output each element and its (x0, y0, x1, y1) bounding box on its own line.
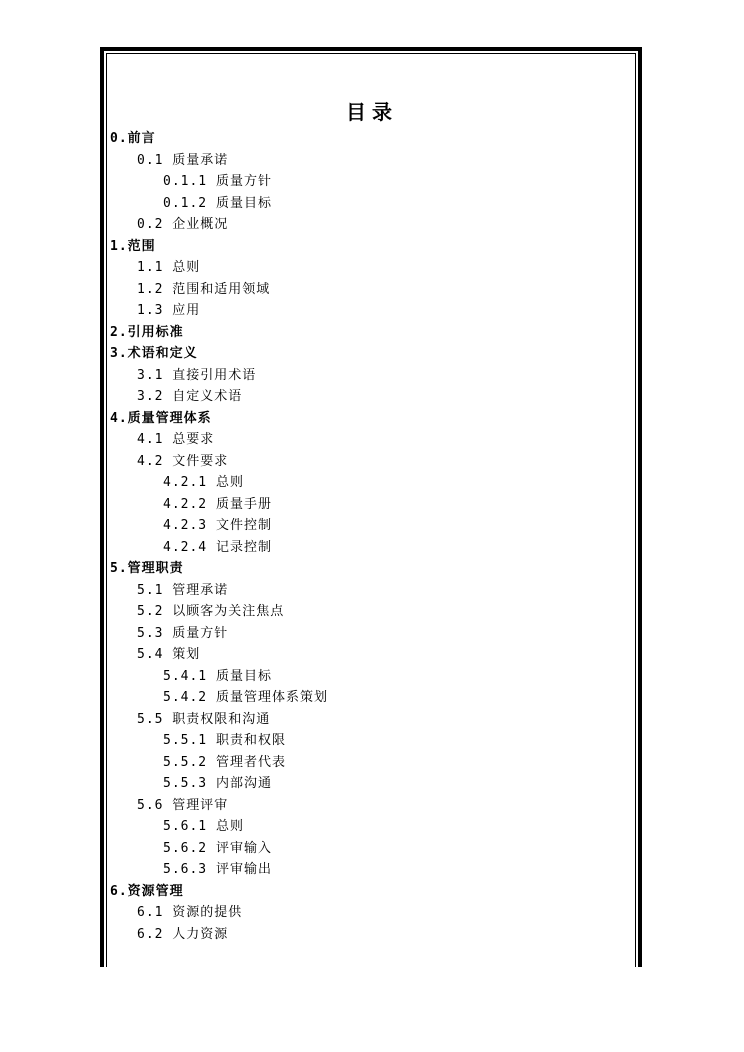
toc-chapter: 0.前言 (110, 131, 156, 146)
toc-section: 5.3 质量方针 (137, 625, 229, 641)
toc-subsection: 5.5.3 内部沟通 (163, 776, 272, 791)
toc-section: 5.6 管理评审 (137, 797, 229, 813)
toc-section: 6.2 人力资源 (137, 926, 229, 942)
toc-section: 1.3 应用 (137, 303, 201, 318)
toc-section: 3.1 直接引用术语 (137, 367, 257, 383)
toc-section: 4.1 总要求 (137, 432, 215, 447)
toc-section: 5.4 策划 (137, 647, 201, 662)
toc-chapter: 2.引用标准 (110, 324, 184, 340)
toc-chapter: 6.资源管理 (110, 883, 184, 899)
toc-subsection: 5.6.2 评审输入 (163, 840, 272, 856)
toc-section: 5.2 以顾客为关注焦点 (137, 604, 285, 619)
toc-section: 0.2 企业概况 (137, 217, 229, 232)
toc-section: 5.5 职责权限和沟通 (137, 711, 271, 727)
toc-section: 0.1 质量承诺 (137, 152, 229, 168)
toc-subsection: 4.2.4 记录控制 (163, 539, 272, 555)
toc-chapter: 5.管理职责 (110, 561, 184, 576)
toc-title: 目录 (346, 100, 398, 124)
toc-section: 6.1 资源的提供 (137, 905, 243, 920)
toc-subsection: 5.5.2 管理者代表 (163, 754, 286, 770)
toc-section: 3.2 自定义术语 (137, 389, 243, 404)
toc-subsection: 4.2.3 文件控制 (163, 518, 272, 533)
toc-chapter: 4.质量管理体系 (110, 410, 212, 426)
toc-section: 1.2 范围和适用领域 (137, 281, 271, 297)
toc-subsection: 5.5.1 职责和权限 (163, 733, 286, 748)
toc-section: 1.1 总则 (137, 260, 201, 275)
toc-subsection: 5.6.3 评审输出 (163, 862, 272, 877)
toc-section: 4.2 文件要求 (137, 453, 229, 469)
toc-chapter: 3.术语和定义 (110, 346, 198, 361)
toc-subsection: 0.1.1 质量方针 (163, 174, 272, 189)
toc-subsection: 5.4.2 质量管理体系策划 (163, 690, 328, 705)
toc-subsection: 4.2.2 质量手册 (163, 496, 272, 512)
toc-section: 5.1 管理承诺 (137, 582, 229, 598)
toc-chapter: 1.范围 (110, 238, 156, 254)
toc-subsection: 0.1.2 质量目标 (163, 195, 272, 211)
toc-subsection: 4.2.1 总则 (163, 475, 244, 490)
toc-subsection: 5.4.1 质量目标 (163, 668, 272, 684)
toc-subsection: 5.6.1 总则 (163, 819, 244, 834)
